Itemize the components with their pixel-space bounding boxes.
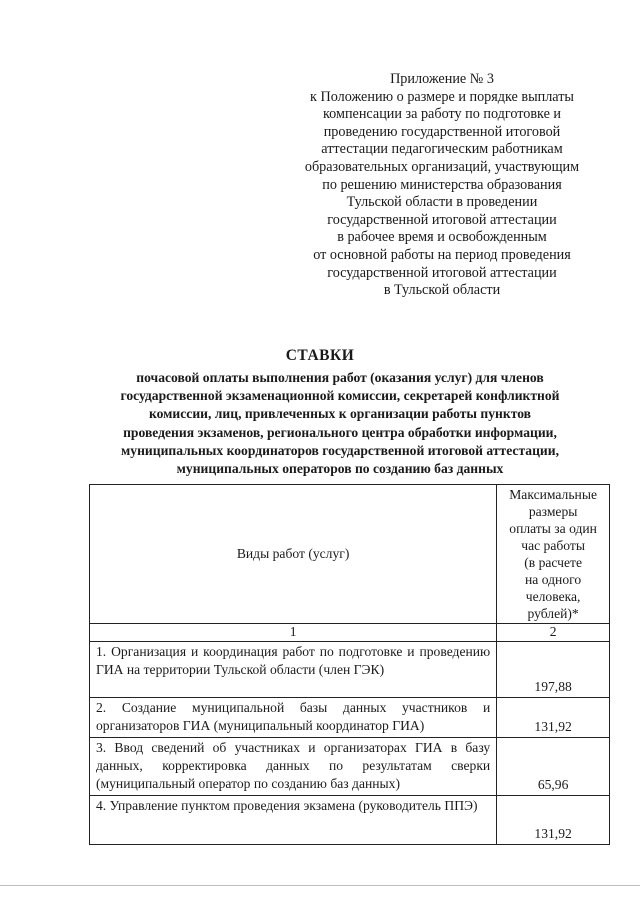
subtitle-line: комиссии, лиц, привлеченных к организации работы пунктов bbox=[148, 406, 532, 422]
header-rate-line: оплаты за один bbox=[509, 521, 597, 536]
subtitle-line: муниципальных операторов по созданию баз данных bbox=[176, 461, 504, 477]
work-description: 3. Ввод сведений об участниках и организаторах ГИА в базу данных, корректировка данных по результатам сверки (муниципальный оператор по созданию баз данных) bbox=[90, 738, 497, 796]
rate-value: 65,96 bbox=[497, 738, 610, 796]
document-subtitle bbox=[60, 369, 620, 478]
table-header-row bbox=[90, 485, 610, 624]
header-rate-line: (в расчете bbox=[524, 555, 582, 570]
appendix-line: государственной итоговой аттестации bbox=[327, 211, 557, 228]
appendix-line: государственной итоговой аттестации bbox=[327, 264, 557, 281]
document-title: СТАВКИ bbox=[285, 347, 355, 364]
appendix-header bbox=[272, 71, 612, 300]
header-rate-line: человека, bbox=[525, 589, 581, 604]
rate-value: 197,88 bbox=[497, 642, 610, 698]
appendix-line: образовательных организаций, участвующим bbox=[304, 158, 580, 175]
table-row bbox=[90, 642, 610, 698]
column-number-row bbox=[90, 624, 610, 642]
subtitle-line: почасовой оплаты выполнения работ (оказания услуг) для членов bbox=[136, 370, 544, 385]
rates-table bbox=[89, 484, 610, 845]
table-row bbox=[90, 698, 610, 738]
appendix-line: Тульской области в проведении bbox=[346, 194, 538, 211]
appendix-line: компенсации за работу по подготовке и bbox=[322, 106, 562, 123]
appendix-line: по решению министерства образования bbox=[322, 176, 562, 193]
work-description: 1. Организация и координация работ по подготовке и проведению ГИА на территории Тульской области (член ГЭК) bbox=[90, 642, 497, 698]
column-number: 1 bbox=[90, 624, 497, 642]
header-rate-line: час работы bbox=[521, 538, 585, 553]
table-row bbox=[90, 738, 610, 796]
rate-value: 131,92 bbox=[497, 698, 610, 738]
appendix-line: в рабочее время и освобожденным bbox=[337, 229, 547, 246]
column-number: 2 bbox=[497, 624, 610, 642]
appendix-line: Приложение № 3 bbox=[390, 71, 494, 87]
rate-value: 131,92 bbox=[497, 796, 610, 845]
appendix-line: проведению государственной итоговой bbox=[323, 123, 561, 140]
table-row bbox=[90, 796, 610, 845]
subtitle-line: проведения экзаменов, регионального центра обработки информации, bbox=[123, 424, 557, 440]
subtitle-line: государственной экзаменационной комиссии, секретарей конфликтной bbox=[120, 388, 560, 404]
scan-edge-line bbox=[0, 885, 640, 886]
header-work-types: Виды работ (услуг) bbox=[90, 485, 497, 624]
appendix-line: в Тульской области bbox=[383, 282, 501, 299]
appendix-line: аттестации педагогическим работникам bbox=[321, 141, 563, 158]
work-description: 2. Создание муниципальной базы данных участников и организаторов ГИА (муниципальный координатор ГИА) bbox=[90, 698, 497, 738]
header-rate-line: на одного bbox=[525, 572, 582, 587]
appendix-line: от основной работы на период проведения bbox=[313, 246, 571, 263]
header-rate-line: Максимальные bbox=[509, 487, 597, 502]
header-rate-line: рублей)* bbox=[527, 606, 579, 621]
header-rate-line: размеры bbox=[528, 504, 578, 519]
work-description: 4. Управление пунктом проведения экзамена (руководитель ППЭ) bbox=[90, 796, 497, 845]
subtitle-line: муниципальных координаторов государственной итоговой аттестации, bbox=[121, 442, 559, 458]
header-max-rate bbox=[497, 485, 610, 624]
appendix-line: к Положению о размере и порядке выплаты bbox=[310, 88, 574, 105]
